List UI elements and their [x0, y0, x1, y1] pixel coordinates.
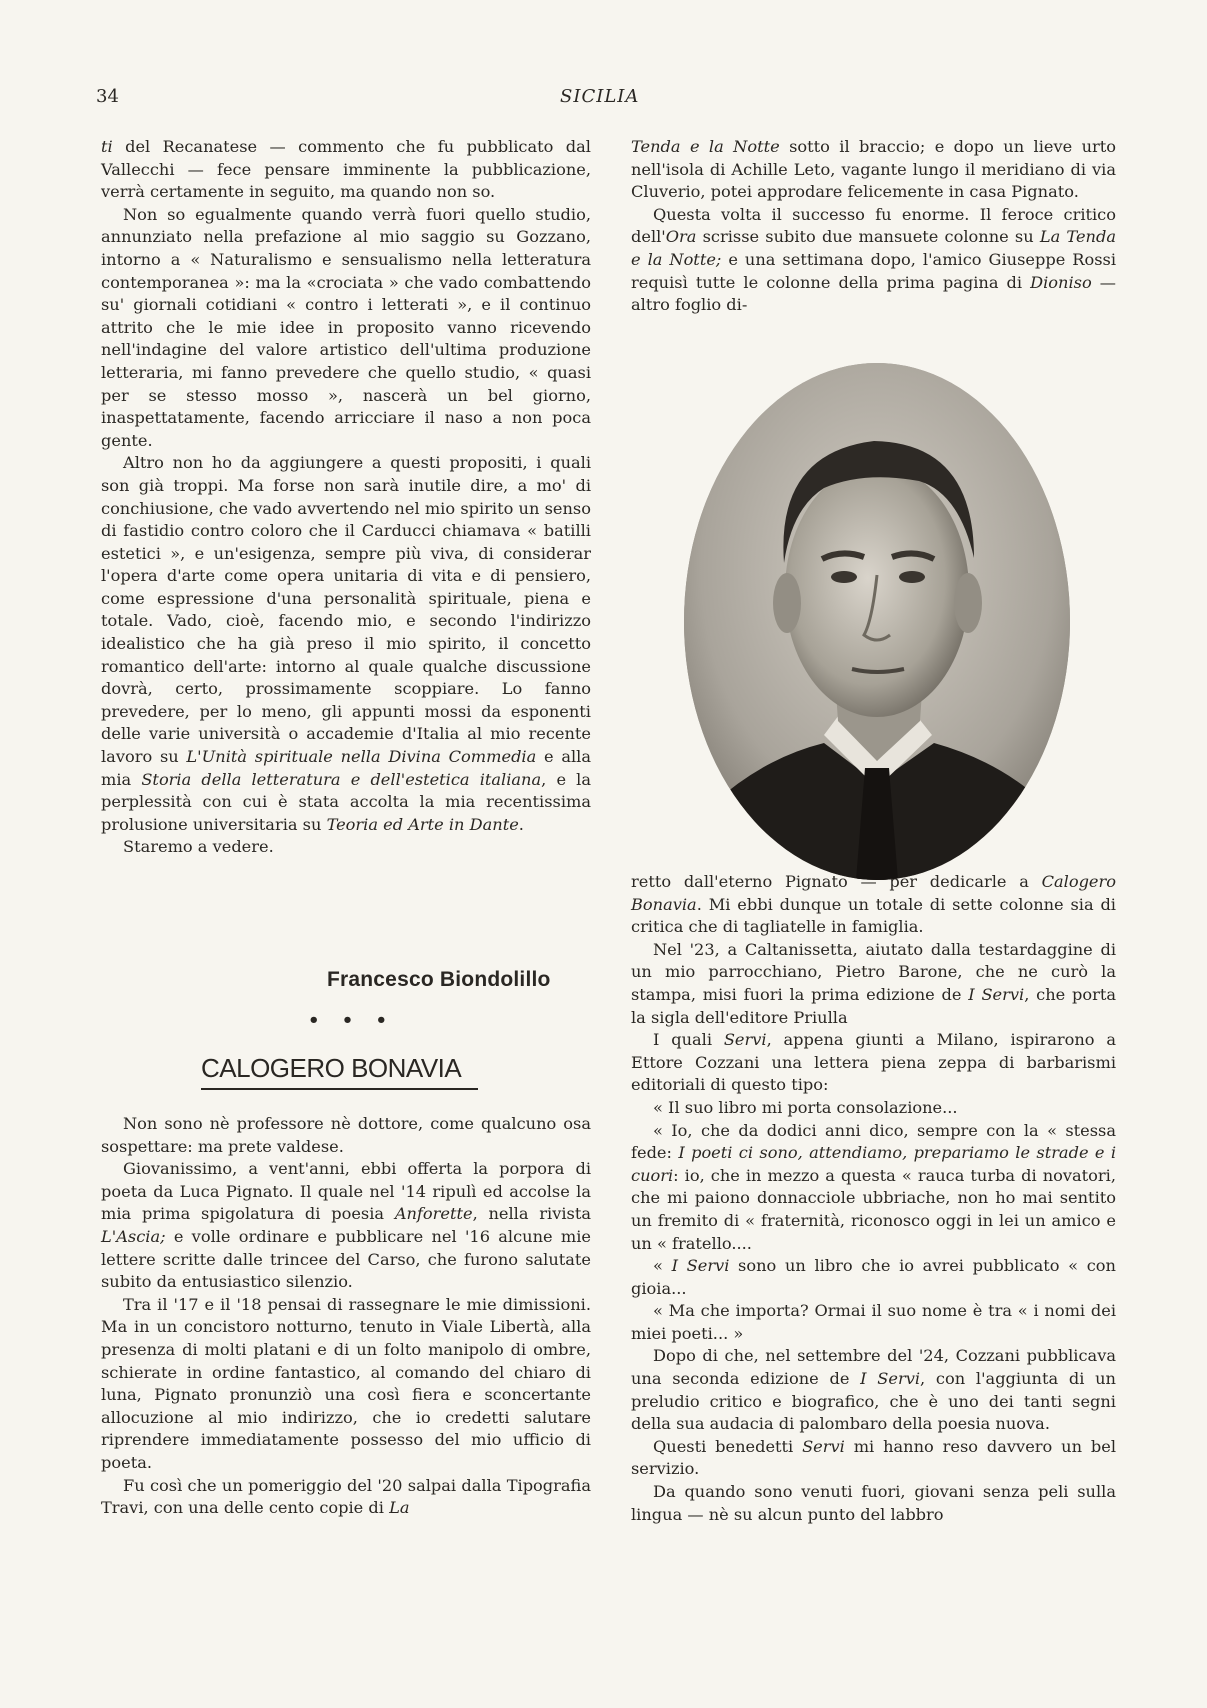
- left-column-bottom: [101, 1113, 591, 1520]
- paragraph: Tra il '17 e il '18 pensai di rassegnare le mie dimissioni. Ma in un concistoro notturno, tenuto in Viale Libertà, alla presenza di molti platani e di un folto manipolo di ombre, schierate in ordine fantastico, al comando del chiaro di luna, Pignato pronunziò una così fiera e sconcertante allocuzione al mio indirizzo, che io credetti salutare riprendere immediatamente possesso del mio ufficio di poeta.: [101, 1294, 591, 1472]
- paragraph: Staremo a vedere.: [123, 837, 274, 857]
- paragraph: Non so egualmente quando verrà fuori quello studio, annunziato nella prefazione al mio saggio su Gozzano, intorno a « Naturalismo e sensualismo nella letteratura contemporanea »: ma la «crociata » che vado combattendo su' giornali cotidiani « contro i letterati », e il continuo attrito che le mie idee in proposito vanno ricevendo nell'indagine del valore artistico dell'ultima produzione letteraria, mi fanno prevedere che quello studio, « quasi per se stesso mosso », nascerà un bel giorno, inaspettatamente, facendo arricciare il naso a non poca gente.: [101, 204, 591, 450]
- paragraph: I quali Servi, appena giunti a Milano, ispirarono a Ettore Cozzani una lettera piena zeppa di barbarismi editoriali di questo tipo:: [631, 1030, 1116, 1095]
- page-number: 34: [96, 86, 119, 107]
- title-underline: [201, 1088, 478, 1090]
- right-column-bottom: [631, 871, 1116, 1526]
- right-column-top: [631, 136, 1116, 317]
- paragraph: Non sono nè professore nè dottore, come qualcuno osa sospettare: ma prete valdese.: [101, 1114, 591, 1156]
- paragraph: Fu così che un pomeriggio del '20 salpai dalla Tipografia Travi, con una delle cento copie di La: [101, 1475, 591, 1518]
- paragraph: « Ma che importa? Ormai il suo nome è tra « i nomi dei miei poeti... »: [631, 1301, 1116, 1343]
- portrait-illustration: [684, 363, 1070, 880]
- paragraph: « Il suo libro mi porta consolazione...: [653, 1097, 958, 1117]
- paragraph: Dopo di che, nel settembre del '24, Cozzani pubblicava una seconda edizione de I Servi, con l'aggiunta di un preludio critico e biografico, che è uno dei tanti segni della sua audacia di palombaro della poesia nuova.: [631, 1346, 1116, 1434]
- paragraph: « Io, che da dodici anni dico, sempre con la « stessa fede: I poeti ci sono, attendiamo, prepariamo le strade e i cuori: io, che in mezzo a questa « rauca turba di novatori, che mi paiono donnacciole ubbriache, non ho mai sentito un fremito di « fraternità, riconosco oggi in lei un amico e un « fratello....: [631, 1120, 1116, 1253]
- paragraph: Questa volta il successo fu enorme. Il feroce critico dell'Ora scrisse subito due mansuete colonne su La Tenda e la Notte; e una settimana dopo, l'amico Giuseppe Rossi requisì tutte le colonne della prima pagina di Dioniso — altro foglio di-: [631, 204, 1116, 315]
- paragraph: Altro non ho da aggiungere a questi propositi, i quali son già troppi. Ma forse non sarà inutile dire, a mo' di conchiusione, che vado avvertendo nel mio spirito un senso di fastidio contro coloro che il Carducci chiamava « batilli estetici », e un'esigenza, sempre più viva, di considerar l'opera d'arte come opera unitaria di vita e di pensiero, come espressione d'una personalità spirituale, piena e totale. Vado, cioè, facendo mio, e secondo l'indirizzo idealistico che ha già preso il mio spirito, il concetto romantico dell'arte: intorno al quale qualche discussione dovrà, certo, prossimamente scoppiare. Lo fanno prevedere, per lo meno, gli appunti mossi da esponenti delle varie università o accademie d'Italia al mio recente lavoro su L'Unità spirituale nella Divina Commedia e alla mia Storia della letteratura e dell'estetica italiana, e la perplessità con cui è stata accolta la mia recentissima prolusione universitaria su Teoria ed Arte in Dante.: [101, 453, 592, 834]
- paragraph: « I Servi sono un libro che io avrei pubblicato « con gioia...: [631, 1256, 1116, 1298]
- left-column-top: [101, 136, 591, 859]
- paragraph: ti del Recanatese — commento che fu pubblicato dal Vallecchi — fece pensare imminente la pubblicazione, verrà certamente in seguito, ma quando non so.: [101, 137, 591, 202]
- paragraph: Giovanissimo, a vent'anni, ebbi offerta la porpora di poeta da Luca Pignato. Il quale nel '14 ripulì ed accolse la mia prima spigolatura di poesia Anforette, nella rivista L'Ascia; e volle ordinare e pubblicare nel '16 alcune mie lettere scritte dalle trincee del Carso, che furono salutate subito da entusiastico silenzio.: [101, 1159, 591, 1292]
- article-title: CALOGERO BONAVIA: [201, 1053, 462, 1083]
- journal-title: SICILIA: [560, 86, 640, 107]
- paragraph: Tenda e la Notte sotto il braccio; e dopo un lieve urto nell'isola di Achille Leto, vagante lungo il meridiano di via Cluverio, potei approdare felicemente in casa Pignato.: [631, 137, 1117, 202]
- paragraph: Nel '23, a Caltanissetta, aiutato dalla testardaggine di un mio parrocchiano, Pietro Barone, che ne curò la stampa, misi fuori la prima edizione de I Servi, che porta la sigla dell'editore Priulla: [631, 939, 1116, 1027]
- paragraph: Questi benedetti Servi mi hanno reso davvero un bel servizio.: [631, 1436, 1116, 1479]
- portrait-photo: [684, 363, 1070, 880]
- paragraph: Da quando sono venuti fuori, giovani senza peli sulla lingua — nè su alcun punto del labbro: [631, 1482, 1116, 1524]
- section-separator: • • •: [308, 1010, 396, 1031]
- author-signature: Francesco Biondolillo: [327, 968, 551, 991]
- paragraph: retto dall'eterno Pignato — per dedicarle a Calogero Bonavia. Mi ebbi dunque un totale di sette colonne sia di critica che di tagliatelle in famiglia.: [631, 872, 1116, 937]
